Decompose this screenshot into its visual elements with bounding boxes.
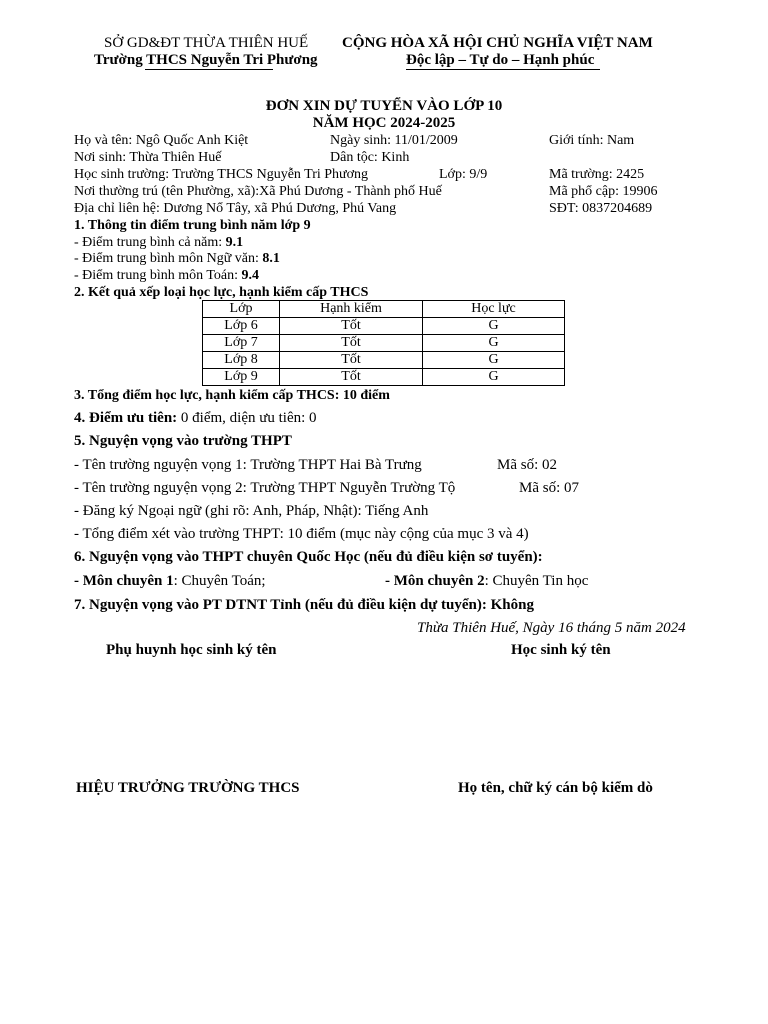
section2-heading: 2. Kết quả xếp loại học lực, hạnh kiểm cấp THCS bbox=[74, 285, 369, 300]
gpa-year-label: - Điểm trung bình cả năm: bbox=[74, 235, 226, 250]
cell-academic: G bbox=[423, 352, 565, 369]
section3-heading: 3. Tổng điểm học lực, hạnh kiểm cấp THCS: 10 điểm bbox=[74, 388, 390, 403]
student-residence: Nơi thường trú (tên Phường, xã):Xã Phú Dương - Thành phố Huế bbox=[74, 184, 442, 199]
priority-value: 0 điểm, diện ưu tiên: 0 bbox=[177, 410, 317, 426]
date-place: Thừa Thiên Huế, Ngày 16 tháng 5 năm 2024 bbox=[417, 620, 686, 636]
header-country: CỘNG HÒA XÃ HỘI CHỦ NGHĨA VIỆT NAM bbox=[342, 35, 653, 51]
section5-heading: 5. Nguyện vọng vào trường THPT bbox=[74, 433, 292, 449]
student-ethnicity: Dân tộc: Kinh bbox=[330, 150, 410, 165]
postal-code: Mã phổ cập: 19906 bbox=[549, 184, 658, 199]
school-year: NĂM HỌC 2024-2025 bbox=[312, 115, 456, 131]
student-dob: Ngày sinh: 11/01/2009 bbox=[330, 133, 458, 148]
checker-signature-label: Họ tên, chữ ký cán bộ kiểm dò bbox=[458, 780, 653, 796]
gpa-math-label: - Điểm trung bình môn Toán: bbox=[74, 268, 242, 283]
subject2-value: : Chuyên Tin học bbox=[484, 573, 589, 589]
table-row bbox=[203, 335, 565, 352]
subject1-label: - Môn chuyên 1 bbox=[74, 573, 174, 589]
gpa-year-value: 9.1 bbox=[225, 235, 244, 250]
student-signature-label: Học sinh ký tên bbox=[511, 642, 611, 658]
header-school: Trường THCS Nguyễn Tri Phương bbox=[94, 52, 318, 68]
student-phone: SĐT: 0837204689 bbox=[549, 201, 653, 216]
form-title: ĐƠN XIN DỰ TUYỂN VÀO LỚP 10 bbox=[265, 98, 503, 114]
table-row bbox=[203, 318, 565, 335]
section1-heading: 1. Thông tin điểm trung bình năm lớp 9 bbox=[74, 218, 311, 233]
priority-label: 4. Điểm ưu tiên: bbox=[74, 410, 178, 426]
section6-heading: 6. Nguyện vọng vào THPT chuyên Quốc Học (nếu đủ điều kiện sơ tuyển): bbox=[74, 549, 543, 565]
choice2-code: Mã số: 07 bbox=[519, 480, 579, 496]
total-score: - Tổng điểm xét vào trường THPT: 10 điểm (mục này cộng của mục 3 và 4) bbox=[74, 526, 529, 542]
parent-signature-label: Phụ huynh học sinh ký tên bbox=[106, 642, 277, 658]
cell-academic: G bbox=[423, 369, 565, 386]
student-birthplace: Nơi sinh: Thừa Thiên Huế bbox=[74, 150, 222, 165]
section7-heading: 7. Nguyện vọng vào PT DTNT Tỉnh (nếu đủ điều kiện dự tuyển): Không bbox=[74, 597, 534, 613]
cell-conduct: Tốt bbox=[280, 369, 423, 386]
col-header-academic: Học lực bbox=[423, 301, 565, 318]
cell-academic: G bbox=[423, 318, 565, 335]
header-school-underline bbox=[145, 69, 273, 70]
choice1-school: - Tên trường nguyện vọng 1: Trường THPT Hai Bà Trưng bbox=[74, 457, 422, 473]
student-gender: Giới tính: Nam bbox=[549, 133, 635, 148]
priority-row bbox=[74, 409, 317, 427]
subject2-label: - Môn chuyên 2 bbox=[385, 573, 485, 589]
cell-class: Lớp 8 bbox=[203, 352, 280, 369]
cell-conduct: Tốt bbox=[280, 352, 423, 369]
cell-class: Lớp 7 bbox=[203, 335, 280, 352]
cell-conduct: Tốt bbox=[280, 318, 423, 335]
table-header-row bbox=[203, 301, 565, 318]
header-motto-underline bbox=[406, 69, 600, 70]
cell-class: Lớp 6 bbox=[203, 318, 280, 335]
grades-table bbox=[202, 300, 565, 386]
student-name: Họ và tên: Ngô Quốc Anh Kiệt bbox=[74, 133, 249, 148]
col-header-conduct: Hạnh kiểm bbox=[280, 301, 423, 318]
cell-class: Lớp 9 bbox=[203, 369, 280, 386]
specialized-subject-2 bbox=[385, 572, 588, 590]
student-school: Học sinh trường: Trường THCS Nguyễn Tri Phương bbox=[74, 167, 369, 182]
principal-signature-label: HIỆU TRƯỞNG TRƯỜNG THCS bbox=[76, 780, 300, 796]
specialized-subject-1 bbox=[74, 572, 266, 590]
school-code: Mã trường: 2425 bbox=[549, 167, 645, 182]
cell-conduct: Tốt bbox=[280, 335, 423, 352]
foreign-language: - Đăng ký Ngoại ngữ (ghi rõ: Anh, Pháp, Nhật): Tiếng Anh bbox=[74, 503, 429, 519]
col-header-class: Lớp bbox=[203, 301, 280, 318]
cell-academic: G bbox=[423, 335, 565, 352]
choice1-code: Mã số: 02 bbox=[497, 457, 557, 473]
choice2-school: - Tên trường nguyện vọng 2: Trường THPT Nguyễn Trường Tộ bbox=[74, 480, 456, 496]
subject1-value: : Chuyên Toán; bbox=[173, 573, 266, 589]
header-motto: Độc lập – Tự do – Hạnh phúc bbox=[406, 52, 595, 68]
header-org: SỞ GD&ĐT THỪA THIÊN HUẾ bbox=[104, 35, 309, 51]
gpa-literature-row bbox=[74, 251, 280, 267]
gpa-literature-label: - Điểm trung bình môn Ngữ văn: bbox=[74, 251, 263, 266]
student-class: Lớp: 9/9 bbox=[439, 167, 488, 182]
table-row bbox=[203, 352, 565, 369]
gpa-math-value: 9.4 bbox=[241, 268, 260, 283]
gpa-year-row bbox=[74, 235, 243, 251]
gpa-math-row bbox=[74, 268, 259, 284]
gpa-literature-value: 8.1 bbox=[262, 251, 280, 266]
student-address: Địa chỉ liên hệ: Dương Nổ Tây, xã Phú Dương, Phú Vang bbox=[74, 201, 397, 216]
table-row bbox=[203, 369, 565, 386]
